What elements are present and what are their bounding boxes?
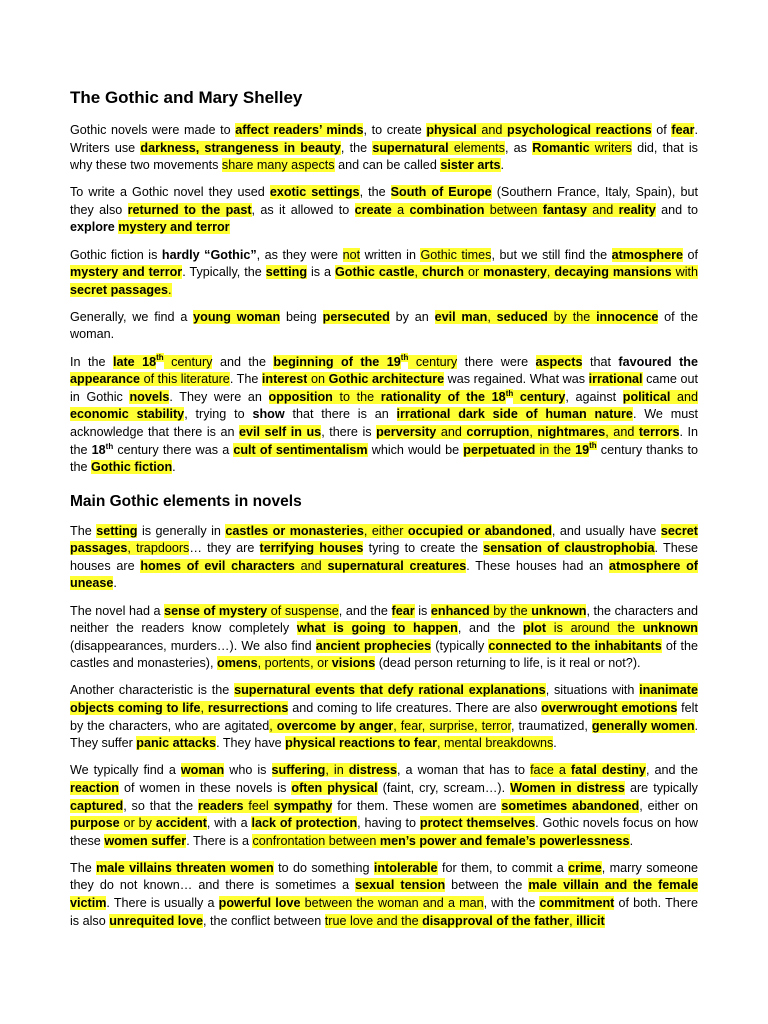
text-run: , with the xyxy=(483,895,540,910)
text-run: , situations with xyxy=(545,683,640,698)
highlighted-text: , and xyxy=(605,424,639,439)
highlighted-text: 19 xyxy=(575,442,590,457)
text-run: In the xyxy=(70,354,113,369)
highlighted-text: economic stability xyxy=(70,407,185,422)
highlighted-text: returned to the past xyxy=(127,202,252,217)
text-run: . There is a xyxy=(186,833,253,848)
text-run: . They were an xyxy=(169,389,269,404)
highlighted-text: reality xyxy=(618,202,656,217)
text-run: . These houses had an xyxy=(466,558,609,573)
text-run: th xyxy=(105,441,114,451)
text-run: is xyxy=(414,603,431,618)
highlighted-text: confrontation between xyxy=(252,833,380,848)
highlighted-text: perversity xyxy=(376,424,437,439)
highlighted-text: Gothic fiction xyxy=(91,460,173,475)
highlighted-text: seduced xyxy=(496,309,548,324)
text-run: who is xyxy=(224,763,272,778)
text-run: The xyxy=(70,860,97,875)
text-run: of the woman. xyxy=(70,309,699,342)
highlighted-text: and xyxy=(586,202,619,217)
text-run: Gothic fiction is xyxy=(70,247,162,262)
section-paragraphs xyxy=(70,523,698,930)
highlighted-text: terrifying houses xyxy=(259,541,364,556)
text-run: of the castles and monasteries), xyxy=(70,638,698,671)
highlighted-text: commitment xyxy=(539,895,615,910)
text-run: show xyxy=(252,407,285,422)
highlighted-text: sometimes abandoned xyxy=(501,798,640,813)
paragraph xyxy=(70,309,698,344)
highlighted-text: sensation of claustrophobia xyxy=(483,541,655,556)
text-run: of xyxy=(651,123,672,137)
highlighted-text: feel xyxy=(243,798,274,813)
text-run: . There is usually a xyxy=(106,895,219,910)
highlighted-text: of this literature xyxy=(140,372,230,387)
highlighted-text: corruption xyxy=(466,424,530,439)
highlighted-text: th xyxy=(156,353,164,363)
text-run: is generally in xyxy=(137,523,226,538)
highlighted-text: homes of evil characters xyxy=(140,558,295,573)
highlighted-text: th xyxy=(400,353,409,363)
highlighted-text: persecuted xyxy=(322,309,390,324)
highlighted-text: connected to the inhabitants xyxy=(488,638,662,653)
paragraph xyxy=(70,354,698,477)
highlighted-text: combination xyxy=(409,202,485,217)
document-page xyxy=(70,86,698,940)
highlighted-text: Gothic times xyxy=(420,247,492,262)
text-run: between the xyxy=(445,878,529,893)
highlighted-text: nightmares xyxy=(537,424,606,439)
highlighted-text: , xyxy=(546,265,555,280)
highlighted-text: fear xyxy=(391,603,415,618)
text-run: , traumatized, xyxy=(511,718,592,733)
highlighted-text: political xyxy=(622,389,671,404)
highlighted-text: ancient prophecies xyxy=(315,638,432,653)
highlighted-text: psychological reactions xyxy=(507,123,652,137)
highlighted-text: lack of protection xyxy=(251,816,358,831)
highlighted-text: fear xyxy=(671,123,695,137)
highlighted-text: man xyxy=(459,895,484,910)
highlighted-text: rationality of the 18 xyxy=(380,389,506,404)
highlighted-text: th xyxy=(505,388,514,398)
highlighted-text: supernatural xyxy=(372,140,449,155)
highlighted-text: secret passages xyxy=(70,523,698,556)
highlighted-text: disapproval of the father xyxy=(422,913,570,928)
highlighted-text: purpose xyxy=(70,816,120,831)
text-run: , as they were xyxy=(256,247,343,262)
text-run: , having to xyxy=(357,816,420,831)
text-run: being xyxy=(280,309,323,324)
text-run: century there was a xyxy=(113,442,234,457)
text-run: To write a Gothic novel they used xyxy=(70,185,270,200)
intro-paragraphs xyxy=(70,122,698,477)
highlighted-text: supernatural events that defy rational explanations xyxy=(234,683,546,698)
highlighted-text: , mental breakdowns xyxy=(437,736,554,751)
text-run: Another characteristic is the xyxy=(70,683,235,698)
highlighted-text: between the woman and a xyxy=(300,895,460,910)
text-run: , as xyxy=(504,140,533,155)
highlighted-text: and xyxy=(294,558,328,573)
highlighted-text: , fear, surprise, terror xyxy=(393,718,512,733)
highlighted-text: unknown xyxy=(531,603,587,618)
highlighted-text: in the xyxy=(535,442,576,457)
highlighted-text: South of Europe xyxy=(390,185,492,200)
highlighted-text: Romantic xyxy=(532,140,590,155)
highlighted-text: is around the xyxy=(546,621,643,636)
text-run: , and usually have xyxy=(551,523,661,538)
highlighted-text: or xyxy=(464,265,484,280)
highlighted-text: century xyxy=(163,354,213,369)
highlighted-text: or by xyxy=(119,816,156,831)
text-run: are typically xyxy=(624,780,698,795)
highlighted-text: . xyxy=(168,282,172,297)
text-run: , and the xyxy=(645,763,698,778)
text-run: , the conflict between xyxy=(202,913,325,928)
paragraph xyxy=(70,682,698,752)
highlighted-text: face a xyxy=(530,763,571,778)
text-run: . They have xyxy=(216,736,286,751)
highlighted-text: century xyxy=(408,354,458,369)
text-run: of xyxy=(682,247,698,262)
text-run: . xyxy=(172,460,176,475)
highlighted-text: generally women xyxy=(591,718,695,733)
text-run: and the xyxy=(212,354,274,369)
highlighted-text: occupied or abandoned xyxy=(407,523,552,538)
highlighted-text: opposition xyxy=(268,389,333,404)
highlighted-text: th xyxy=(589,441,597,451)
highlighted-text: unknown xyxy=(642,621,698,636)
highlighted-text: and xyxy=(670,389,699,404)
highlighted-text: create xyxy=(354,202,392,217)
highlighted-text: terrors xyxy=(638,424,680,439)
highlighted-text: unrequited love xyxy=(109,913,203,928)
highlighted-text: Gothic castle xyxy=(335,265,415,280)
text-run: . xyxy=(629,833,634,848)
text-run: for them. These women are xyxy=(332,798,502,813)
text-run: . xyxy=(553,736,557,751)
highlighted-text: plot xyxy=(522,621,547,636)
paragraph xyxy=(70,247,698,300)
text-run: , marry someone they do not known… and there is sometimes a xyxy=(70,860,698,893)
text-run: felt by the characters, who are agitated xyxy=(70,701,698,733)
highlighted-text: and xyxy=(476,123,508,137)
text-run: did, that is why these two movements xyxy=(70,140,698,173)
text-run: , the xyxy=(340,140,373,155)
highlighted-text: decaying mansions xyxy=(554,265,672,280)
highlighted-text: distress xyxy=(348,763,398,778)
highlighted-text: inanimate objects coming to life xyxy=(70,683,698,716)
highlighted-text: beginning of the 19 xyxy=(273,354,401,369)
highlighted-text: overcome by anger xyxy=(276,718,394,733)
paragraph xyxy=(70,860,698,930)
highlighted-text: often physical xyxy=(291,780,378,795)
highlighted-text: secret passages xyxy=(70,282,169,297)
text-run: , the xyxy=(359,185,391,200)
text-run: that there is an xyxy=(284,407,397,422)
text-run: tyring to create the xyxy=(363,541,484,556)
text-run: , trying to xyxy=(184,407,253,422)
highlighted-text: women xyxy=(104,833,148,848)
highlighted-text: enhanced xyxy=(430,603,490,618)
text-run: of women in these novels is xyxy=(119,780,292,795)
text-run: . In the xyxy=(70,424,699,457)
highlighted-text: atmosphere of unease xyxy=(70,558,698,591)
highlighted-text: omens xyxy=(217,656,258,671)
text-run: , so that the xyxy=(123,798,198,813)
text-run: that xyxy=(582,354,619,369)
highlighted-text: , xyxy=(569,913,577,928)
highlighted-text: writers xyxy=(589,140,632,155)
highlighted-text: male villain and the female victim xyxy=(70,878,698,910)
highlighted-text: cult of sentimentalism xyxy=(233,442,368,457)
highlighted-text: what is going to happen xyxy=(296,621,458,636)
text-run: The novel had a xyxy=(70,603,165,618)
highlighted-text: , xyxy=(200,701,208,716)
highlighted-text: powerful love xyxy=(218,895,301,910)
text-run: We typically find a xyxy=(70,763,181,778)
highlighted-text: accident xyxy=(155,816,207,831)
paragraph xyxy=(70,122,698,175)
highlighted-text: , portents, or xyxy=(257,656,332,671)
text-run: . The xyxy=(229,372,262,387)
highlighted-text: Gothic architecture xyxy=(328,372,445,387)
highlighted-text: woman xyxy=(180,763,225,778)
highlighted-text: exotic settings xyxy=(269,185,360,200)
highlighted-text: darkness, strangeness in beauty xyxy=(140,140,341,155)
highlighted-text: fantasy xyxy=(542,202,587,217)
highlighted-text: interest xyxy=(261,372,308,387)
highlighted-text: , xyxy=(487,309,497,324)
text-run: to do something xyxy=(273,860,374,875)
paragraph xyxy=(70,603,698,673)
text-run: is a xyxy=(307,265,335,280)
text-run: … they are xyxy=(189,541,260,556)
text-run: . These houses are xyxy=(70,541,699,573)
text-run: which would be xyxy=(367,442,464,457)
highlighted-text: perpetuated xyxy=(463,442,536,457)
highlighted-text: evil man xyxy=(434,309,488,324)
highlighted-text: male villains threaten women xyxy=(96,860,274,875)
text-run: and coming to life creatures. There are also xyxy=(288,701,542,716)
text-run: , with a xyxy=(206,816,252,831)
text-run: , either on xyxy=(639,798,698,813)
highlighted-text: Women in distress xyxy=(510,780,625,795)
text-run: (disappearances, murders…). We also find xyxy=(70,638,316,653)
highlighted-text: innocence xyxy=(596,309,659,324)
highlighted-text: , xyxy=(269,718,277,733)
text-run: hardly “Gothic” xyxy=(161,247,257,262)
highlighted-text: physical reactions to fear xyxy=(285,736,438,751)
highlighted-text: , trapdoors xyxy=(127,541,190,556)
highlighted-text: appearance xyxy=(70,372,141,387)
highlighted-text: evil self in us xyxy=(238,424,322,439)
highlighted-text: setting xyxy=(96,523,138,538)
highlighted-text: young woman xyxy=(193,309,281,324)
highlighted-text: share many aspects xyxy=(221,158,335,173)
text-run: , to create xyxy=(363,123,427,137)
text-run: , the characters and neither the readers know completely xyxy=(70,603,699,636)
highlighted-text: fatal destiny xyxy=(570,763,646,778)
highlighted-text: suffering xyxy=(271,763,326,778)
text-run: . xyxy=(500,158,505,173)
text-run: The xyxy=(70,523,97,538)
highlighted-text: affect readers’ minds xyxy=(235,123,364,137)
highlighted-text: men’s power and female’s powerlessness xyxy=(379,833,630,848)
text-run: was regained. What was xyxy=(444,372,589,387)
highlighted-text: resurrections xyxy=(207,701,289,716)
section-heading: Main Gothic elements in novels xyxy=(70,492,302,510)
highlighted-text: suffer xyxy=(151,833,187,848)
text-run: (faint, cry, scream…). xyxy=(377,780,511,795)
highlighted-text: castles or monasteries xyxy=(225,523,364,538)
text-run: , and the xyxy=(457,621,523,636)
highlighted-text: and xyxy=(436,424,467,439)
text-run: Gothic novels were made to xyxy=(70,123,236,137)
text-run: explore xyxy=(70,220,119,235)
highlighted-text: with xyxy=(671,265,699,280)
highlighted-text: sexual tension xyxy=(355,878,446,893)
highlighted-text: captured xyxy=(70,798,124,813)
highlighted-text: reaction xyxy=(70,780,119,795)
highlighted-text: to the xyxy=(332,389,381,404)
highlighted-text: , either xyxy=(363,523,408,538)
text-run: Generally, we find a xyxy=(70,309,194,324)
text-run: written in xyxy=(360,247,421,262)
text-run: (typically xyxy=(431,638,489,653)
text-run: . They suffer xyxy=(70,718,699,751)
highlighted-text: on xyxy=(307,372,329,387)
highlighted-text: illicit xyxy=(576,913,605,928)
highlighted-text: overwrought emotions xyxy=(541,701,678,716)
highlighted-text: sister arts xyxy=(440,158,501,173)
highlighted-text: not xyxy=(342,247,361,262)
highlighted-text: panic attacks xyxy=(136,736,217,751)
highlighted-text: true love and the xyxy=(324,913,423,928)
highlighted-text: physical xyxy=(426,123,477,137)
text-run: and can be called xyxy=(334,158,441,173)
highlighted-text: atmosphere xyxy=(611,247,683,262)
highlighted-text: by the xyxy=(489,603,532,618)
text-run: favoured the xyxy=(618,354,698,369)
highlighted-text: between xyxy=(484,202,543,217)
text-run: , a woman that has to xyxy=(397,763,531,778)
paragraph xyxy=(70,523,698,593)
highlighted-text: protect themselves xyxy=(419,816,536,831)
highlighted-text: visions xyxy=(331,656,376,671)
highlighted-text: , xyxy=(529,424,538,439)
highlighted-text: irrational dark side of human nature xyxy=(396,407,633,422)
highlighted-text: novels xyxy=(129,389,170,404)
text-run: by an xyxy=(389,309,435,324)
highlighted-text: supernatural creatures xyxy=(327,558,467,573)
text-run: (dead person returning to life, is it real or not?). xyxy=(375,656,641,671)
highlighted-text: sympathy xyxy=(273,798,333,813)
highlighted-text: of suspense xyxy=(267,603,339,618)
highlighted-text: setting xyxy=(265,265,308,280)
highlighted-text: elements xyxy=(448,140,505,155)
text-run: . xyxy=(113,576,117,591)
text-run: came out in Gothic xyxy=(70,372,698,404)
text-run: for them, to commit a xyxy=(437,860,569,875)
document-title: The Gothic and Mary Shelley xyxy=(70,88,303,107)
text-run: of both. There is also xyxy=(70,895,698,928)
text-run: , there is xyxy=(321,424,377,439)
highlighted-text: a xyxy=(391,202,410,217)
highlighted-text: crime xyxy=(568,860,602,875)
text-run: , but we still find the xyxy=(491,247,612,262)
highlighted-text: church xyxy=(422,265,465,280)
highlighted-text: mystery and terror xyxy=(118,220,230,235)
text-run: . Typically, the xyxy=(182,265,266,280)
highlighted-text: late 18 xyxy=(112,354,157,369)
highlighted-text: , xyxy=(414,265,423,280)
highlighted-text: intolerable xyxy=(373,860,438,875)
highlighted-text: sense of mystery xyxy=(164,603,268,618)
highlighted-text: mystery and terror xyxy=(70,265,183,280)
highlighted-text: by the xyxy=(547,309,597,324)
text-run: 18 xyxy=(91,442,106,457)
paragraph xyxy=(70,184,698,237)
paragraph xyxy=(70,762,698,850)
text-run: (Southern France, Italy, Spain), but they also xyxy=(70,185,698,217)
highlighted-text: century xyxy=(513,389,566,404)
highlighted-text: , in xyxy=(325,763,349,778)
text-run: , and the xyxy=(338,603,392,618)
text-run: , as it allowed to xyxy=(251,202,355,217)
text-run: and to xyxy=(655,202,698,217)
text-run: , against xyxy=(565,389,623,404)
highlighted-text: irrational xyxy=(588,372,643,387)
text-run: . Writers use xyxy=(70,123,698,155)
text-run: century thanks to the xyxy=(70,442,698,475)
text-run: . We must acknowledge that there is an xyxy=(70,407,699,439)
text-run: there were xyxy=(457,354,536,369)
text-run: . Gothic novels focus on how these xyxy=(70,816,698,848)
highlighted-text: aspects xyxy=(535,354,583,369)
highlighted-text: monastery xyxy=(483,265,547,280)
highlighted-text: readers xyxy=(198,798,244,813)
